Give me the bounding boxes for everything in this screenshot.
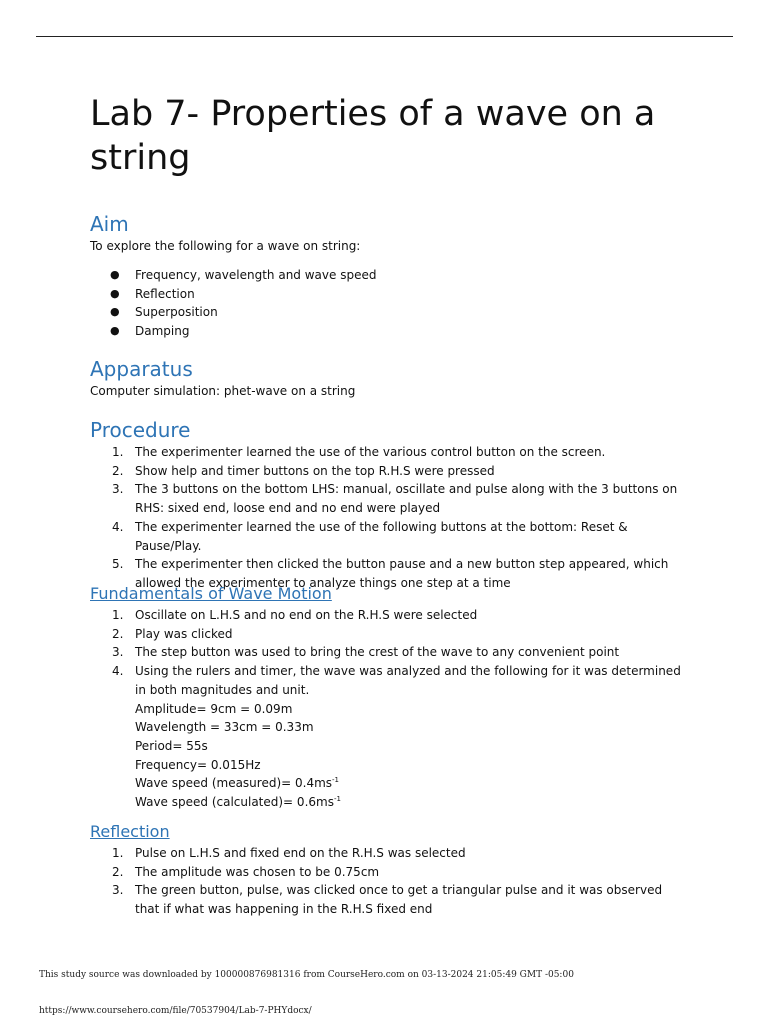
bullet-icon: ●: [110, 268, 120, 281]
apparatus-text: Computer simulation: phet-wave on a string: [90, 384, 356, 398]
apparatus-heading: Apparatus: [90, 357, 193, 381]
aim-heading: Aim: [90, 212, 129, 236]
bullet-icon: ●: [110, 286, 120, 300]
page-title: Lab 7- Properties of a wave on a string: [90, 94, 656, 178]
result-period: Period= 55s: [135, 738, 208, 753]
exponent: -1: [332, 776, 340, 785]
list-item: 5. The experimenter then clicked the button pause and a new button step appeared, which allowed the experimenter to analyze things one step at a time: [112, 557, 669, 590]
reflection-list: [112, 844, 682, 919]
list-item: ● Damping: [110, 322, 376, 341]
list-item: 2. Play was clicked: [112, 626, 233, 641]
list-item: 3. The step button was used to bring the crest of the wave to any convenient point: [112, 645, 620, 660]
list-item: 4. Using the rulers and timer, the wave was analyzed and the following for it was determined in both magnitudes and unit. Amplitude= 9cm = 0.09m Wavelength = 33cm = 0.33m Period= 55s Frequency= 0.015Hz Wave speed (measured)= $0.4ms^{-1}$ Wave speed (calculated)= $0.6ms^{-1}$: [112, 662, 682, 812]
result-wavelength: Wavelength = 33cm = 0.33m: [135, 720, 314, 735]
list-item: 3. The 3 buttons on the bottom LHS: manual, oscillate and pulse along with the 3 buttons on RHS: sixed end, loose end and no end were played: [112, 482, 678, 516]
fundamentals-heading: Fundamentals of Wave Motion: [90, 584, 332, 603]
list-item: ● Superposition: [110, 303, 376, 322]
list-item: 4. The experimenter learned the use of the following buttons at the bottom: Reset & Pause/Play.: [112, 519, 628, 553]
aim-intro: To explore the following for a wave on string:: [90, 239, 361, 253]
bullet-icon: ●: [110, 324, 120, 338]
procedure-list: [112, 443, 682, 593]
list-item: 3. The green button, pulse, was clicked once to get a triangular pulse and it was observed that if what was happening in the R.H.S fixed end: [112, 883, 663, 917]
result-amplitude: Amplitude= 9cm = 0.09m: [135, 701, 293, 716]
aim-list: [110, 266, 376, 341]
list-item: ● Frequency, wavelength and wave speed: [110, 266, 376, 285]
list-item: 1. The experimenter learned the use of the various control button on the screen.: [112, 445, 606, 459]
header-rule: [36, 36, 733, 37]
reflection-heading: Reflection: [90, 822, 170, 841]
download-notice: This study source was downloaded by 100000876981316 from CourseHero.com on 03-13-2024 21:05:49 GMT -05:00: [39, 970, 574, 980]
list-item: 1. Pulse on L.H.S and fixed end on the R.H.S was selected: [112, 846, 466, 860]
result-speed-calculated: Wave speed (calculated)= $0.6ms^{-1}$: [135, 795, 341, 810]
exponent: -1: [333, 795, 341, 804]
fundamentals-list: [112, 606, 682, 812]
list-item: 2. Show help and timer buttons on the top R.H.S were pressed: [112, 463, 495, 478]
source-url[interactable]: https://www.coursehero.com/file/70537904/Lab-7-PHYdocx/: [39, 1006, 312, 1016]
list-item: 1. Oscillate on L.H.S and no end on the R.H.S were selected: [112, 608, 478, 622]
procedure-heading: Procedure: [90, 418, 191, 442]
result-speed-measured: Wave speed (measured)= $0.4ms^{-1}$: [135, 776, 340, 791]
result-frequency: Frequency= 0.015Hz: [135, 757, 261, 772]
list-item: 2. The amplitude was chosen to be 0.75cm: [112, 864, 380, 879]
bullet-icon: ●: [110, 305, 120, 319]
list-item: ● Reflection: [110, 285, 376, 304]
